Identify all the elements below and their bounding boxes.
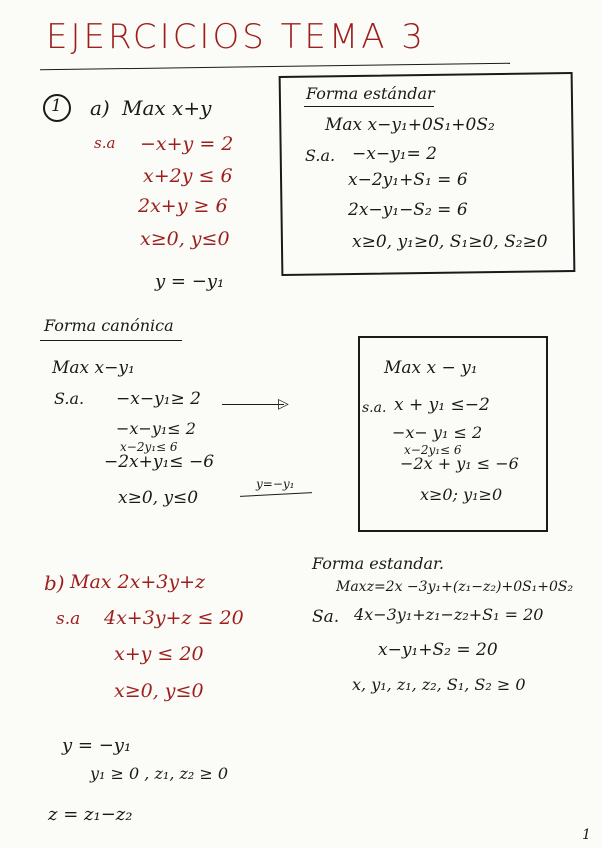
constraint-1a-1: −x+y = 2 (140, 133, 234, 155)
standard-objective: Max x−y₁+0S₁+0S₂ (325, 115, 495, 135)
canonical-c1: −x−y₁≥ 2 (116, 389, 201, 409)
standard-b-c2: x−y₁+S₂ = 20 (378, 640, 498, 660)
sa-label-1a: s.a (94, 134, 116, 152)
canonical-box-c1: x + y₁ ≤−2 (394, 395, 490, 415)
substitution-1a: y = −y₁ (155, 271, 225, 292)
standard-b-sa: Sa. (312, 607, 340, 627)
standard-sa: S.a. (305, 146, 336, 165)
canonical-box-c2b: x−2y₁≤ 6 (404, 443, 462, 457)
standard-b-objective: Maxz=2x −3y₁+(z₁−z₂)+0S₁+0S₂ (336, 579, 574, 595)
constraint-1a-3: 2x+y ≥ 6 (138, 195, 228, 217)
canonical-objective: Max x−y₁ (52, 358, 135, 378)
canonical-arrow-shaft (222, 404, 284, 405)
constraint-1b-2: x+y ≤ 20 (114, 643, 204, 665)
part-b-label: b) (44, 571, 65, 595)
canonical-form-title: Forma canónica (44, 316, 174, 335)
standard-c3: 2x−y₁−S₂ = 6 (348, 200, 468, 220)
standard-form-title: Forma estándar (306, 84, 435, 103)
canonical-c4: x≥0, y≤0 (118, 488, 199, 508)
canonical-form-underline (40, 340, 182, 341)
canonical-c2a: −x−y₁≤ 2 (116, 419, 196, 438)
canonical-box-sa: s.a. (362, 400, 387, 416)
canonical-lower-arrow (240, 492, 312, 497)
canonical-c3: −2x+y₁≤ −6 (104, 452, 215, 472)
standard-b-c3: x, y₁, z₁, z₂, S₁, S₂ ≥ 0 (352, 675, 526, 694)
substitution-b-2: y₁ ≥ 0 , z₁, z₂ ≥ 0 (90, 764, 229, 783)
substitution-b-3: z = z₁−z₂ (48, 804, 133, 825)
constraint-1a-2: x+2y ≤ 6 (143, 165, 233, 187)
substitution-b-1: y = −y₁ (62, 735, 132, 756)
objective-1b: Max 2x+3y+z (70, 571, 206, 593)
canonical-box-c2a: −x− y₁ ≤ 2 (392, 423, 483, 442)
sa-label-1b: s.a (56, 609, 81, 629)
standard-b-title: Forma estandar. (312, 554, 445, 573)
canonical-box-c4: x≥0; y₁≥0 (420, 485, 503, 504)
constraint-1b-3: x≥0, y≤0 (114, 680, 204, 702)
constraint-1a-4: x≥0, y≤0 (140, 228, 230, 250)
canonical-sa: S.a. (54, 389, 85, 408)
canonical-c2b: x−2y₁≤ 6 (120, 440, 178, 454)
page-number: 1 (582, 827, 591, 843)
standard-c1: −x−y₁= 2 (352, 144, 437, 164)
standard-c4: x≥0, y₁≥0, S₁≥0, S₂≥0 (352, 232, 548, 252)
canonical-box-c3: −2x + y₁ ≤ −6 (400, 454, 519, 473)
constraint-1b-1: 4x+3y+z ≤ 20 (104, 607, 244, 629)
title-underline (40, 63, 510, 71)
standard-form-underline (304, 106, 434, 107)
page-title: EJERCICIOS TEMA 3 (46, 17, 426, 57)
exercise-number: 1 (51, 96, 62, 116)
canonical-box-objective: Max x − y₁ (384, 358, 478, 378)
standard-c2: x−2y₁+S₁ = 6 (348, 170, 468, 190)
canonical-arrow-label: y=−y₁ (256, 477, 295, 491)
part-a-label: a) (90, 96, 110, 120)
objective-1a: Max x+y (122, 96, 212, 120)
arrow-head-icon: ▷ (278, 396, 289, 412)
standard-b-c1: 4x−3y₁+z₁−z₂+S₁ = 20 (354, 605, 544, 624)
